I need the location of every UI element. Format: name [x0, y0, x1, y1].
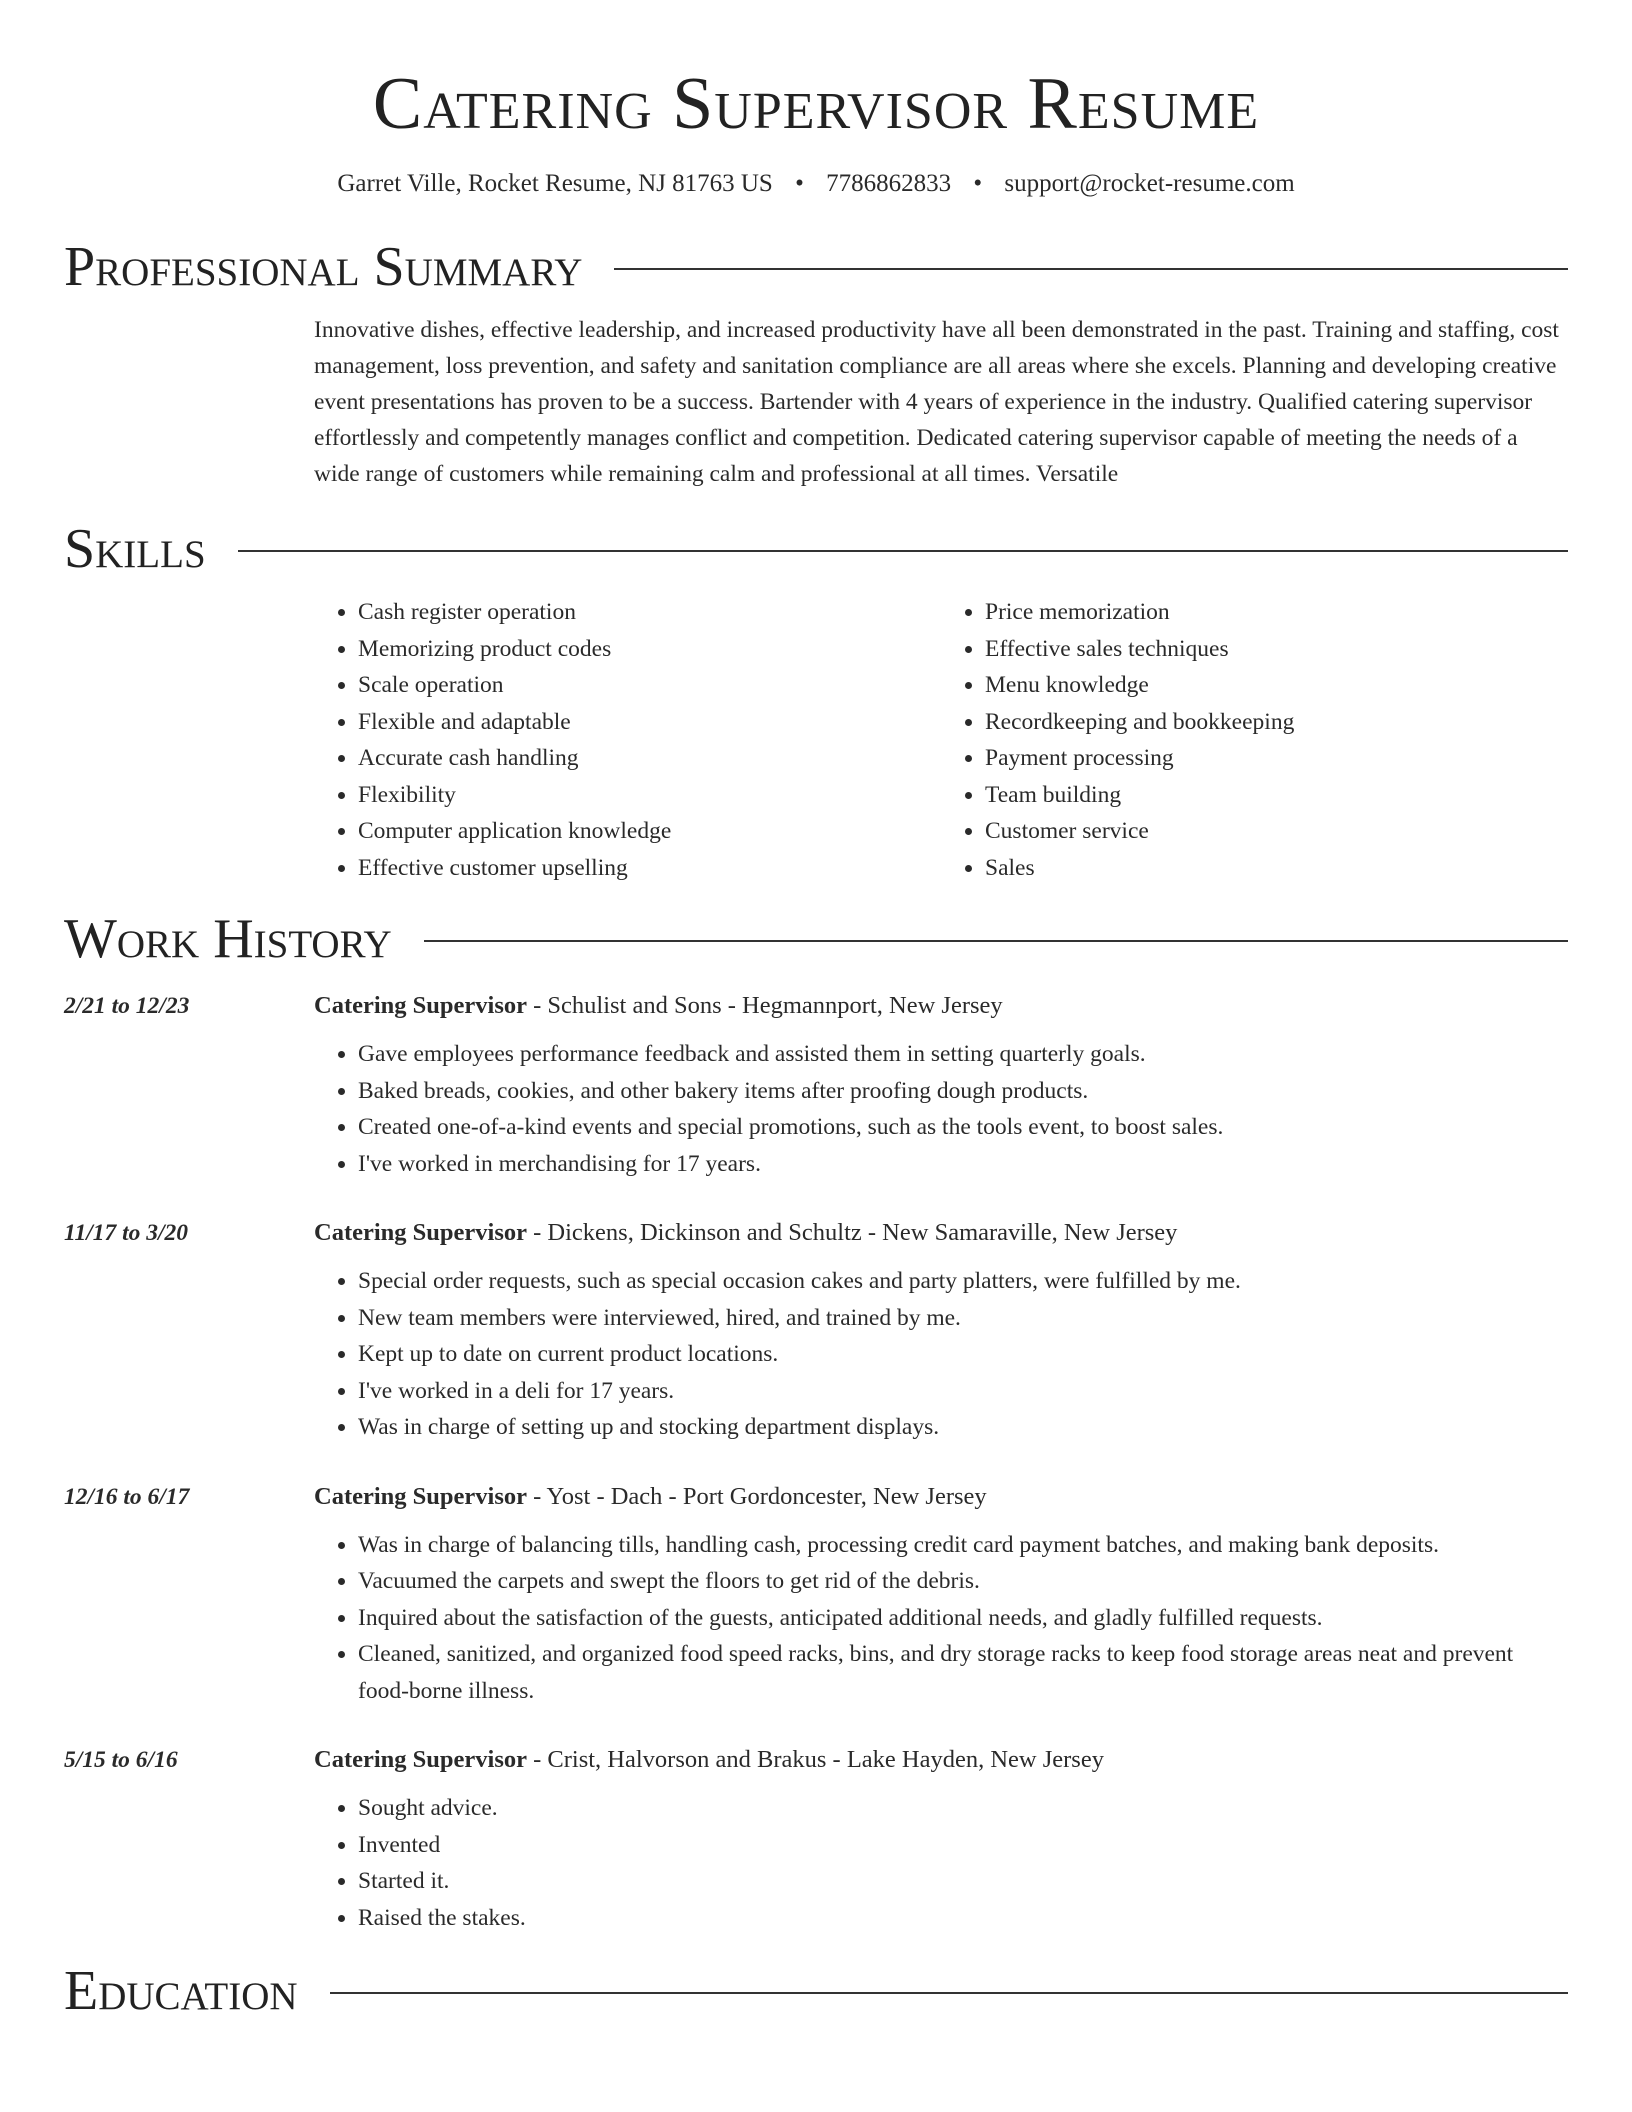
job-bullet: • Cleaned, sanitized, and organized food speed racks, bins, and dry storage racks to keep food storage areas neat and prevent food-borne illness. [358, 1636, 1568, 1709]
contact-address: Garret Ville, Rocket Resume, NJ 81763 US [337, 170, 773, 197]
education-section [64, 1958, 1568, 2024]
skill-item: • Sales [985, 850, 1568, 887]
skills-column-right [941, 594, 1568, 886]
job-details: - Schulist and Sons - Hegmannport, New Jersey [527, 992, 1003, 1019]
skill-item: • Cash register operation [358, 594, 941, 631]
skills-heading: Skills [64, 518, 206, 580]
work-history-section [64, 906, 1568, 1936]
contact-separator: • [973, 170, 983, 197]
job-bullet: • Was in charge of balancing tills, handling cash, processing credit card payment batches, and making bank deposits. [358, 1527, 1568, 1564]
job-bullet: • Kept up to date on current product locations. [358, 1336, 1568, 1373]
contact-phone: 7786862833 [826, 170, 952, 197]
job-bullet: • Baked breads, cookies, and other bakery items after proofing dough products. [358, 1073, 1568, 1110]
section-divider [424, 940, 1568, 942]
job-heading [314, 988, 1003, 1024]
job-entry [64, 988, 1568, 1182]
skill-item: • Effective customer upselling [358, 850, 941, 887]
skill-item: • Computer application knowledge [358, 813, 941, 850]
job-bullets [314, 1790, 1568, 1936]
skill-item: • Menu knowledge [985, 667, 1568, 704]
job-bullet: • I've worked in a deli for 17 years. [358, 1373, 1568, 1410]
work-heading-row [64, 906, 1568, 972]
job-entry [64, 1479, 1568, 1710]
job-entry [64, 1742, 1568, 1936]
job-bullet: • Inquired about the satisfaction of the guests, anticipated additional needs, and gladly fulfilled requests. [358, 1600, 1568, 1637]
contact-separator: • [795, 170, 804, 197]
summary-text: Innovative dishes, effective leadership, and increased productivity have all been demonstrated in the past. Training and staffing, cost management, loss prevention, and safety and sanitation compliance are all areas where she excels. Planning and developing creative event presentations has proven to be a success. Bartender with 4 years of experience in the industry. Qualified catering supervisor effortlessly and competently manages conflict and competition. Dedicated catering supervisor capable of meeting the needs of a wide range of customers while remaining calm and professional at all times. Versatile [314, 317, 1559, 487]
job-bullets [314, 1036, 1568, 1182]
summary-section [64, 234, 1568, 492]
job-bullet: • Started it. [358, 1863, 1568, 1900]
job-dates: 5/15 to 6/16 [64, 1747, 178, 1773]
job-dates: 2/21 to 12/23 [64, 993, 190, 1019]
skills-section [64, 516, 1568, 886]
job-title: Catering Supervisor [314, 1746, 527, 1773]
job-details: - Crist, Halvorson and Brakus - Lake Hayden, New Jersey [527, 1746, 1104, 1773]
job-bullet: • New team members were interviewed, hired, and trained by me. [358, 1300, 1568, 1337]
job-dates: 12/16 to 6/17 [64, 1483, 190, 1510]
job-bullet: • Raised the stakes. [358, 1900, 1568, 1937]
job-header [64, 1742, 1568, 1778]
skill-item: • Customer service [985, 813, 1568, 850]
summary-heading-row [64, 234, 1568, 300]
job-bullets [314, 1263, 1568, 1446]
job-heading [314, 1479, 987, 1515]
contact-line [64, 168, 1568, 200]
job-heading [314, 1742, 1104, 1778]
skill-item: • Scale operation [358, 667, 941, 704]
summary-heading: Professional Summary [64, 236, 583, 298]
job-bullet: • Created one-of-a-kind events and special promotions, such as the tools event, to boost sales. [358, 1109, 1568, 1146]
work-history-heading: Work History [64, 908, 392, 970]
section-divider [614, 268, 1568, 270]
skill-item: • Team building [985, 777, 1568, 814]
education-heading-row [64, 1958, 1568, 2024]
job-dates: 11/17 to 3/20 [64, 1220, 189, 1246]
job-title: Catering Supervisor [314, 992, 527, 1019]
job-entry [64, 1215, 1568, 1446]
skill-item: • Payment processing [985, 740, 1568, 777]
job-bullet: • Gave employees performance feedback and assisted them in setting quarterly goals. [358, 1036, 1568, 1073]
job-bullet: • Special order requests, such as special occasion cakes and party platters, were fulfilled by me. [358, 1263, 1568, 1300]
section-divider [330, 1992, 1568, 1994]
job-header [64, 988, 1568, 1024]
job-heading [314, 1215, 1177, 1251]
job-bullet: • Invented [358, 1827, 1568, 1864]
skill-item: • Recordkeeping and bookkeeping [985, 704, 1568, 741]
job-header [64, 1215, 1568, 1251]
job-details: - Dickens, Dickinson and Schultz - New Samaraville, New Jersey [527, 1219, 1178, 1246]
job-header [64, 1479, 1568, 1515]
skill-item: • Flexible and adaptable [358, 704, 941, 741]
job-bullet: • I've worked in merchandising for 17 years. [358, 1146, 1568, 1183]
job-details: - Yost - Dach - Port Gordoncester, New Jersey [527, 1482, 987, 1510]
resume-title: Catering Supervisor Resume [372, 63, 1260, 145]
skills-heading-row [64, 516, 1568, 582]
skill-item: • Flexibility [358, 777, 941, 814]
skills-column-left [314, 594, 941, 886]
job-bullet: • Was in charge of setting up and stocking department displays. [358, 1409, 1568, 1446]
skill-item: • Effective sales techniques [985, 631, 1568, 668]
skill-item: • Price memorization [985, 594, 1568, 631]
skill-item: • Memorizing product codes [358, 631, 941, 668]
skill-item: • Accurate cash handling [358, 740, 941, 777]
job-bullets [314, 1527, 1568, 1710]
job-bullet: • Sought advice. [358, 1790, 1568, 1827]
contact-email: support@rocket-resume.com [1004, 170, 1295, 197]
section-divider [238, 550, 1568, 552]
education-heading: Education [64, 1960, 298, 2022]
job-title: Catering Supervisor [314, 1482, 527, 1510]
job-title: Catering Supervisor [314, 1219, 527, 1246]
job-bullet: • Vacuumed the carpets and swept the floors to get rid of the debris. [358, 1563, 1568, 1600]
skills-grid [314, 594, 1568, 886]
